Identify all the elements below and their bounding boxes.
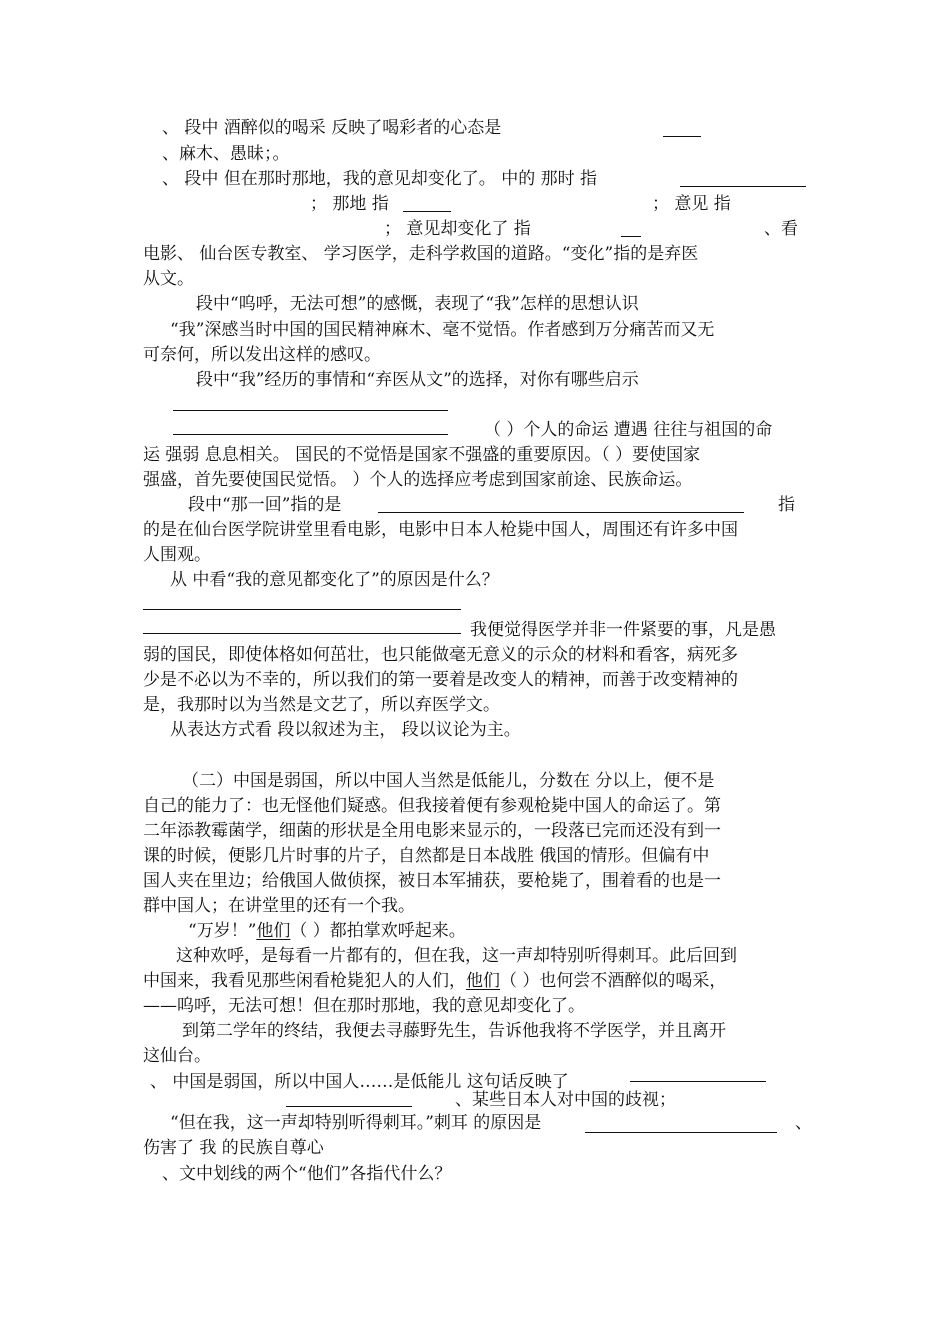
q4-answer-2: 运 强弱 息息相关。 国民的不觉悟是国家不强盛的重要原因。（ ）要使国家 [143,445,701,465]
q1-stem: 、 段中 酒醉似的喝采 反映了喝彩者的心态是 [162,118,502,138]
passage-line-9-a: 中国来，我看见那些闲看枪毙犯人的人们， [143,971,466,991]
passage-line-7-a: “万岁！” [188,921,257,941]
q3-answer-1: “我”深感当时中国的国民精神麻木、毫不觉悟。作者感到万分痛苦而又无 [170,320,715,340]
q5-answer-1: 的是在仙台医学院讲堂里看电影，电影中日本人枪毙中国人，周围还有许多中国 [143,520,738,540]
passage-line-5: 国人夹在里边；给俄国人做侦探，被日本军捕获，要枪毙了，围着看的也是一 [143,871,721,891]
passage-line-12: 这仙台。 [143,1046,211,1066]
underlined-tamen-1: 他们 [256,921,291,941]
q8-stem: 、 中国是弱国，所以中国人……是低能儿 这句话反映了 [150,1072,569,1092]
q2-blank-yijian[interactable] [621,218,641,237]
passage-line-6: 群中国人；在讲堂里的还有一个我。 [143,896,415,916]
passage-line-11: 到第二学年的终结，我便去寻藤野先生，告诉他我将不学医学，并且离开 [182,1021,726,1041]
q6-blank-1[interactable] [143,591,461,610]
q2-line4: 电影、 仙台医专教室、 学习医学，走科学救国的道路。“变化”指的是弃医 [143,244,699,264]
q5-blank[interactable] [378,494,744,513]
q4-blank-2[interactable] [173,416,448,435]
q5-answer-2: 人围观。 [143,545,211,565]
q4-stem: 段中“我”经历的事情和“弃医从文”的选择，对你有哪些启示 [196,370,639,390]
q8-blank-1[interactable] [630,1063,766,1082]
q6-answer-2: 弱的国民，即使体格如何茁壮，也只能做毫无意义的示众的材料和看客，病死多 [143,645,738,665]
passage-line-9 [143,971,726,991]
q4-blank-1[interactable] [173,392,448,411]
q2-line2b: ； 意见 指 [652,194,731,214]
q3-answer-2: 可奈何，所以发出这样的感叹。 [143,345,381,365]
q8-answer: 、某些日本人对中国的歧视； [455,1090,676,1110]
passage-line-3: 二年添教霉菌学，细菌的形状是全用电影来显示的，一段落已完而还没有到一 [143,821,721,841]
q2-line2a: ； 那地 指 [310,194,389,214]
q1-blank[interactable] [663,118,701,137]
q9-stem: “但在我，这一声却特别听得刺耳。”刺耳 的原因是 [170,1113,542,1133]
q2-blank-natime[interactable] [680,168,806,187]
q6-answer-4: 是，我那时以为当然是文艺了，所以弃医学文。 [143,695,500,715]
passage-line-4: 课的时候，便影几片时事的片子，自然都是日本战胜 俄国的情形。但偏有中 [143,846,710,866]
passage-line-1: （二）中国是弱国，所以中国人当然是低能儿，分数在 分以上，便不是 [182,771,715,791]
q6-stem: 从 中看“我的意见都变化了”的原因是什么？ [170,570,499,590]
q9-tail: 、 [795,1113,812,1133]
q1-answer: 、麻木、愚昧；。 [162,144,290,164]
q9-answer: 伤害了 我 的民族自尊心 [143,1138,324,1158]
q2-line5: 从文。 [143,269,194,289]
q10-stem: 、文中划线的两个“他们”各指代什么？ [162,1164,452,1184]
q3-stem: 段中“呜呼，无法可想”的感慨，表现了“我”怎样的思想认识 [196,294,639,314]
q6-answer-1: 我便觉得医学并非一件紧要的事，凡是愚 [470,620,776,640]
q5-stem: 段中“那一回”指的是 [188,495,342,515]
q9-blank[interactable] [585,1114,777,1133]
q2-line3b: 、看 [764,219,798,239]
passage-line-9-b: （ ）也何尝不酒醉似的喝采， [500,971,727,991]
q8-blank-2[interactable] [286,1088,412,1107]
passage-line-10: ——呜呼，无法可想！但在那时那地，我的意见却变化了。 [143,996,585,1016]
q4-answer-1: （ ）个人的命运 遭遇 往往与祖国的命 [484,420,773,440]
passage-line-8: 这种欢呼，是每看一片都有的，但在我，这一声却特别听得刺耳。此后回到 [176,946,737,966]
q6-answer-3: 少是不必以为不幸的，所以我们的第一要着是改变人的精神，而善于改变精神的 [143,670,738,690]
passage-line-7-b: （ ）都拍掌欢呼起来。 [290,921,466,941]
q2-stem: 、 段中 但在那时那地，我的意见却变化了。 中的 那时 指 [162,169,598,189]
q4-answer-3: 强盛，首先要使国民觉悟。 ）个人的选择应考虑到国家前途、民族命运。 [143,470,693,490]
q2-blank-nadi[interactable] [403,193,451,212]
q2-line3a: ； 意见却变化了 指 [384,219,531,239]
q7-text: 从表达方式看 段以叙述为主， 段以议论为主。 [170,720,521,740]
underlined-tamen-2: 他们 [466,971,500,991]
q5-tail: 指 [778,495,795,515]
q6-blank-2[interactable] [143,615,461,634]
passage-line-7 [188,921,466,941]
passage-line-2: 自己的能力了：也无怪他们疑惑。但我接着便有参观枪毙中国人的命运了。第 [143,796,721,816]
